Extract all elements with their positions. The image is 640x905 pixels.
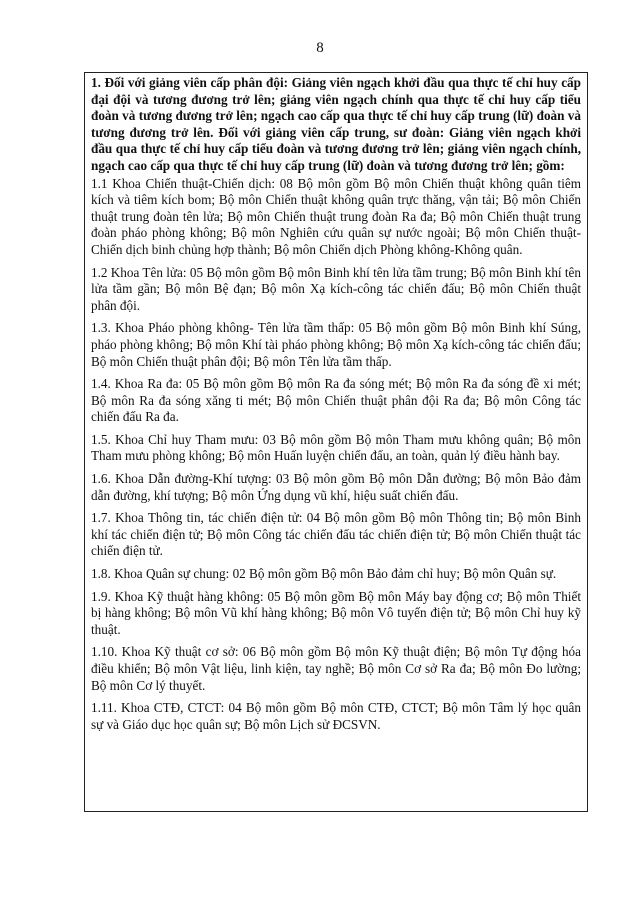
- list-item: 1.4. Khoa Ra đa: 05 Bộ môn gồm Bộ môn Ra đa sóng mét; Bộ môn Ra đa sóng đề xi mét; Bộ môn Ra đa sóng xăng ti mét; Bộ môn Chiến thuật phân đội Ra đa; Bộ môn Công tác chiến đấu Ra đa.: [91, 376, 581, 425]
- list-item: 1.10. Khoa Kỹ thuật cơ sở: 06 Bộ môn gồm Bộ môn Kỹ thuật điện; Bộ môn Tự động hóa điều khiển; Bộ môn Vật liệu, linh kiện, tay nghề; Bộ môn Cơ sở Ra đa; Bộ môn Đo lường; Bộ môn Cơ lý thuyết.: [91, 644, 581, 693]
- list-item: 1.2 Khoa Tên lửa: 05 Bộ môn gồm Bộ môn Binh khí tên lửa tầm trung; Bộ môn Binh khí tên lửa tầm gần; Bộ môn Bệ đạn; Bộ môn Xạ kích-công tác chiến đấu; Bộ môn Chiến thuật phân đội.: [91, 264, 581, 313]
- list-item: 1.1 Khoa Chiến thuật-Chiến dịch: 08 Bộ môn gồm Bộ môn Chiến thuật không quân tiêm kích và tiêm kích bom; Bộ môn Chiến thuật không quân trực thăng, vận tải; Bộ môn Chiến thuật trung đoàn tên lửa; Bộ môn Chiến thuật trung đoàn Ra đa; Bộ môn Chiến thuật trung đoàn pháo phòng không; Bộ môn Nghiên cứu quân sự nước ngoài; Bộ môn Chiến thuật-Chiến dịch binh chủng hợp thành; Bộ môn Chiến dịch Phòng không-Không quân.: [91, 175, 581, 257]
- list-item: 1.7. Khoa Thông tin, tác chiến điện tử: 04 Bộ môn gồm Bộ môn Thông tin; Bộ môn Binh khí tác chiến điện tử; Bộ môn Công tác chiến đấu tác chiến điện tử; Bộ môn Chiến thuật tác chiến điện tử.: [91, 510, 581, 559]
- page-number: 8: [316, 40, 324, 56]
- list-item: 1.9. Khoa Kỹ thuật hàng không: 05 Bộ môn gồm Bộ môn Máy bay động cơ; Bộ môn Thiết bị hàng không; Bộ môn Vũ khí hàng không; Bộ môn Vô tuyến điện tử; Bộ môn Chỉ huy kỹ thuật.: [91, 588, 581, 637]
- list-item: 1.8. Khoa Quân sự chung: 02 Bộ môn gồm Bộ môn Bảo đảm chỉ huy; Bộ môn Quân sự.: [91, 566, 557, 582]
- content-box: [84, 72, 588, 812]
- section-heading: 1. Đối với giảng viên cấp phân đội: Giảng viên ngạch khởi đầu qua thực tế chỉ huy cấp đại đội và tương đương trở lên; giảng viên ngạch chính qua thực tế chỉ huy cấp tiểu đoàn và tương đương trở lên; ngạch cao cấp qua thực tế chỉ huy cấp trung (lữ) đoàn và tương đương trở lên. Đối với giảng viên cấp trung, sư đoàn: Giảng viên ngạch khởi đầu qua thực tế chỉ huy cấp tiểu đoàn và tương đương trở lên; giảng viên ngạch chính, ngạch cao cấp qua thực tế chỉ huy cấp trung (lữ) đoàn và tương đương trở lên; gồm:: [91, 75, 581, 173]
- list-item: 1.11. Khoa CTĐ, CTCT: 04 Bộ môn gồm Bộ môn CTĐ, CTCT; Bộ môn Tâm lý học quân sự và Giáo dục học quân sự; Bộ môn Lịch sử ĐCSVN.: [91, 700, 581, 732]
- list-item: 1.3. Khoa Pháo phòng không- Tên lửa tầm thấp: 05 Bộ môn gồm Bộ môn Binh khí Súng, pháo phòng không; Bộ môn Khí tài pháo phòng không; Bộ môn Xạ kích-công tác chiến đấu; Bộ môn Chiến thuật phân đội; Bộ môn Tên lửa tầm thấp.: [91, 320, 581, 369]
- list-item: 1.5. Khoa Chỉ huy Tham mưu: 03 Bộ môn gồm Bộ môn Tham mưu không quân; Bộ môn Tham mưu phòng không; Bộ môn Huấn luyện chiến đấu, an toàn, quản lý điều hành bay.: [91, 431, 581, 464]
- list-item: 1.6. Khoa Dẫn đường-Khí tượng: 03 Bộ môn gồm Bộ môn Dẫn đường; Bộ môn Bảo đảm dẫn đường, khí tượng; Bộ môn Ứng dụng vũ khí, hiệu suất chiến đấu.: [91, 471, 581, 503]
